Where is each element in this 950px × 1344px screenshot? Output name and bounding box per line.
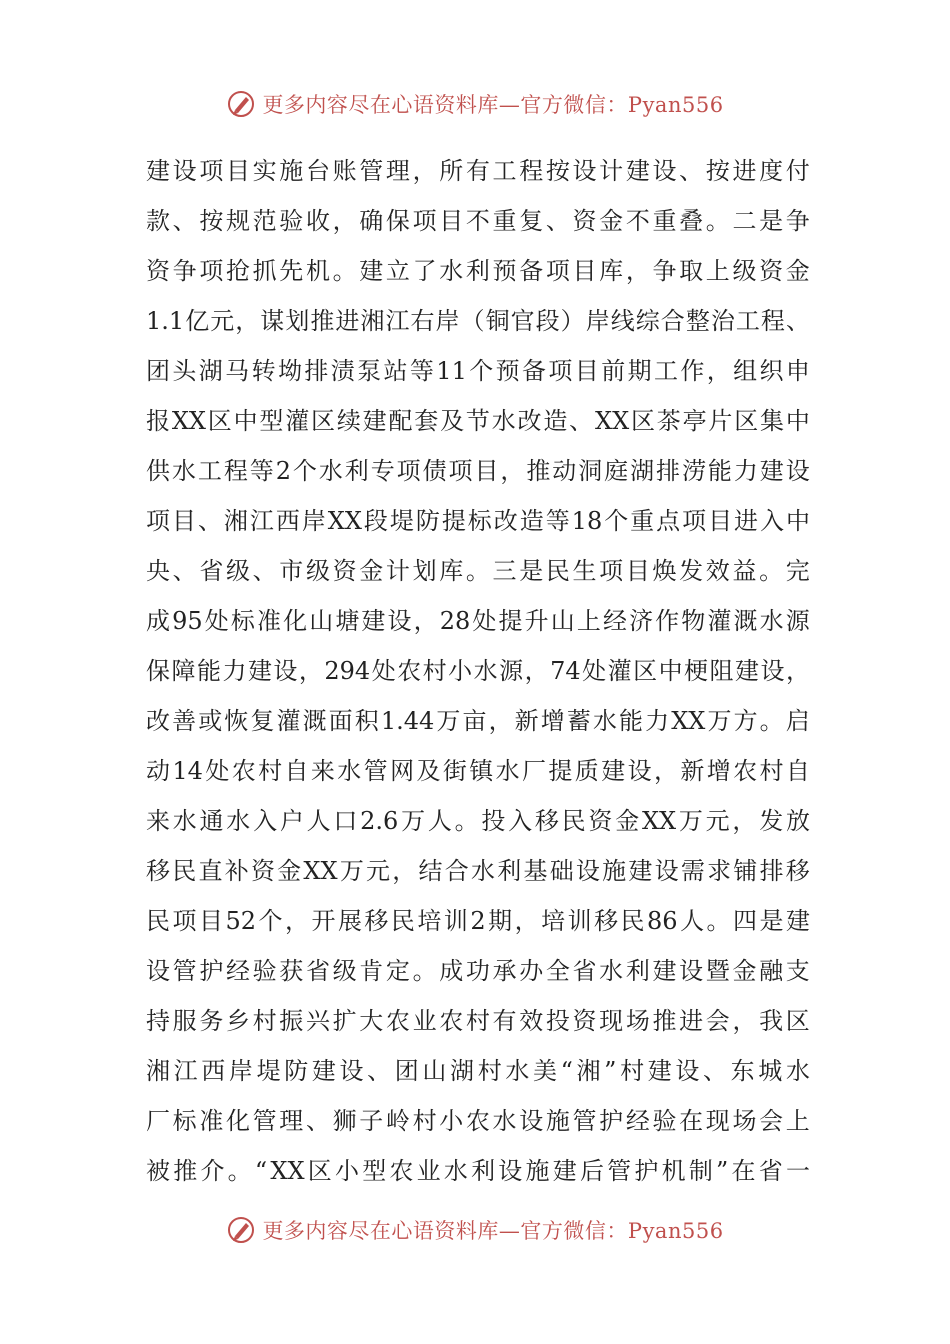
text-line: 改 善 或 恢 复 灌 溉 面 积 1.44 万 亩 ， 新 增 蓄 水 能 力 XX 万 方 。 启 (146, 707, 810, 735)
pen-seal-icon (226, 1215, 256, 1245)
text-line: 设 管 护 经 验 获 省 级 肯 定 。 成 功 承 办 全 省 水 利 建 设 暨 金 融 支 (146, 957, 810, 985)
header-watermark (0, 84, 950, 124)
text-line: 建 设 项 目 实 施 台 账 管 理 ， 所 有 工 程 按 设 计 建 设 、 按 进 度 付 (146, 157, 810, 185)
pen-seal-icon (226, 89, 256, 119)
watermark-text: 更多内容尽在心语资料库—官方微信：Pyan556 (262, 93, 724, 117)
text-line: 项 目 、 湘 江 西 岸 XX 段 堤 防 提 标 改 造 等 18 个 重 点 项 目 进 入 中 (146, 507, 810, 535)
text-line: 报 XX 区 中 型 灌 区 续 建 配 套 及 节 水 改 造 、 XX 区 茶 亭 片 区 集 中 (146, 407, 810, 435)
text-line: 民 项 目 52 个 ， 开 展 移 民 培 训 2 期 ， 培 训 移 民 86 人 。 四 是 建 (146, 907, 810, 935)
text-line: 动 14 处 农 村 自 来 水 管 网 及 街 镇 水 厂 提 质 建 设 ， 新 增 农 村 自 (146, 757, 810, 785)
text-line: 持 服 务 乡 村 振 兴 扩 大 农 业 农 村 有 效 投 资 现 场 推 进 会 ， 我 区 (146, 1007, 810, 1035)
text-line: 供 水 工 程 等 2 个 水 利 专 项 债 项 目 ， 推 动 洞 庭 湖 排 涝 能 力 建 设 (146, 457, 810, 485)
text-line: 央 、 省 级 、 市 级 资 金 计 划 库 。 三 是 民 生 项 目 焕 发 效 益 。 完 (146, 557, 810, 585)
text-line: 保 障 能 力 建 设 ， 294 处 农 村 小 水 源 ， 74 处 灌 区 中 梗 阻 建 设 ， (146, 657, 810, 685)
text-line: 厂 标 准 化 管 理 、 狮 子 岭 村 小 农 水 设 施 管 护 经 验 在 现 场 会 上 (146, 1107, 810, 1135)
text-line: 款 、 按 规 范 验 收 ， 确 保 项 目 不 重 复 、 资 金 不 重 叠 。 二 是 争 (146, 207, 810, 235)
text-line: 成 95 处 标 准 化 山 塘 建 设 ， 28 处 提 升 山 上 经 济 作 物 灌 溉 水 源 (146, 607, 810, 635)
text-line: 来 水 通 水 入 户 人 口 2.6 万 人 。 投 入 移 民 资 金 XX 万 元 ， 发 放 (146, 807, 810, 835)
text-line: 1.1 亿 元 ， 谋 划 推 进 湘 江 右 岸 （ 铜 官 段 ） 岸 线 综 合 整 治 工 程 、 (146, 307, 810, 335)
text-line: 资 争 项 抢 抓 先 机 。 建 立 了 水 利 预 备 项 目 库 ， 争 取 上 级 资 金 (146, 257, 810, 285)
text-line: 被 推 介 。 “ XX 区 小 型 农 业 水 利 设 施 建 后 管 护 机 制 ” 在 省 一 (146, 1157, 810, 1185)
footer-watermark (0, 1210, 950, 1250)
document-body (146, 146, 810, 1196)
text-line: 团 头 湖 马 转 坳 排 渍 泵 站 等 11 个 预 备 项 目 前 期 工 作 ， 组 织 申 (146, 357, 810, 385)
text-line: 移 民 直 补 资 金 XX 万 元 ， 结 合 水 利 基 础 设 施 建 设 需 求 铺 排 移 (146, 857, 810, 885)
watermark-text: 更多内容尽在心语资料库—官方微信：Pyan556 (262, 1219, 724, 1243)
text-line: 湘 江 西 岸 堤 防 建 设 、 团 山 湖 村 水 美 “ 湘 ” 村 建 设 、 东 城 水 (146, 1057, 810, 1085)
